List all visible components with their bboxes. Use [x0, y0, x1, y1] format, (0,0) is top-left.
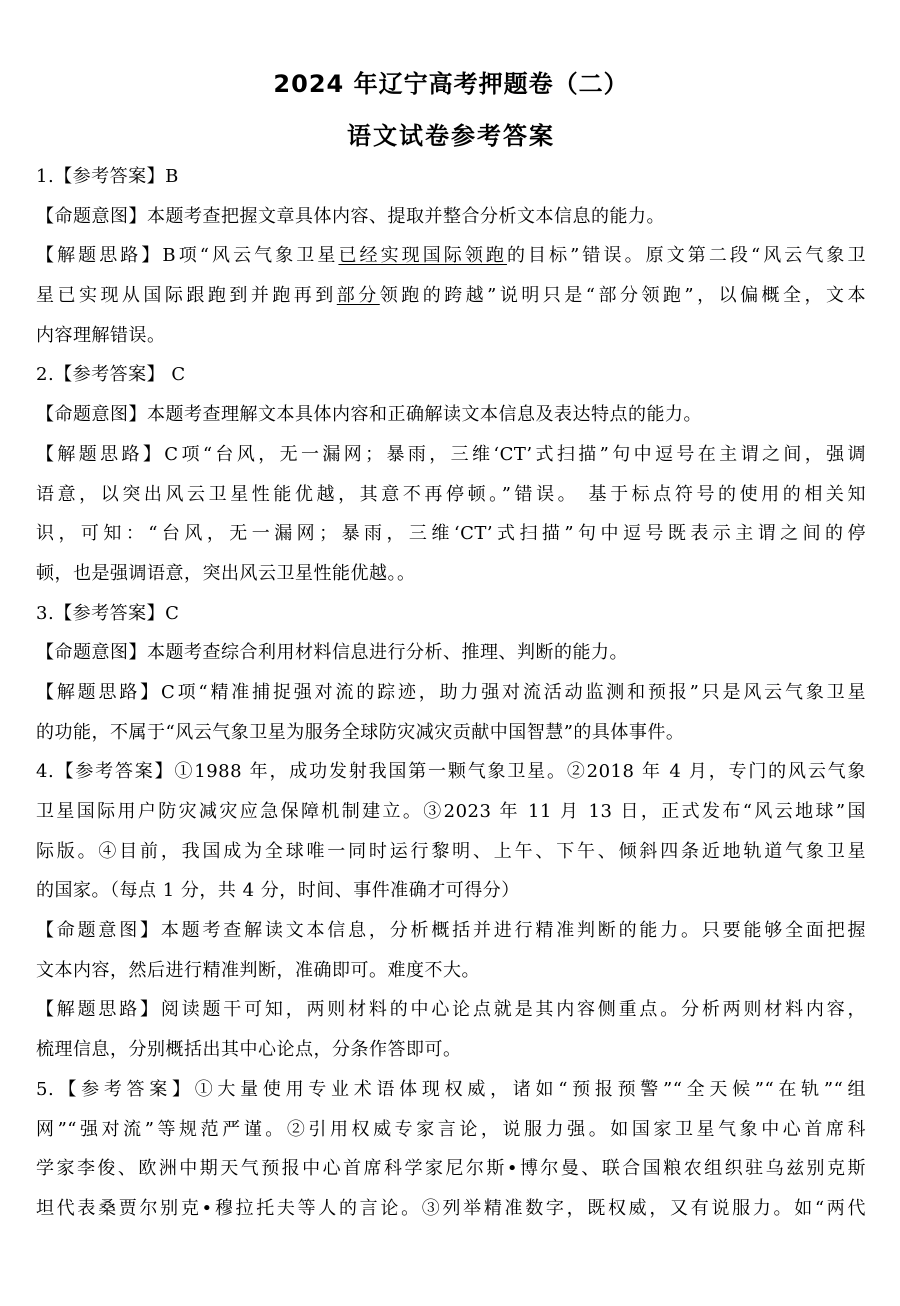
text-line [36, 325, 866, 347]
text-segment: 梳理信息，分别概括出其中心论点，分条作答即可。 [36, 1039, 462, 1061]
text-line [36, 801, 866, 823]
text-segment: 坦代表桑贾尔别克•穆拉托夫等人的言论。③列举精准数字，既权威，又有说服力。如“两代 [36, 1197, 866, 1219]
text-line [36, 484, 866, 506]
text-line [36, 603, 866, 625]
text-segment: 【解题思路】阅读题干可知，两则材料的中心论点就是其内容侧重点。分析两则材料内容， [36, 999, 866, 1021]
text-segment: 星已实现从国际跟跑到并跑再到 [36, 285, 337, 307]
text-line [36, 682, 866, 704]
text-segment: 顿，也是强调语意，突出风云卫星性能优越。。 [36, 562, 416, 584]
text-segment: 【命题意图】本题考查解读文本信息，分析概括并进行精准判断的能力。只要能够全面把握 [36, 920, 866, 942]
text-segment: 【解题思路】C项“精准捕捉强对流的踪迹，助力强对流活动监测和预报”只是风云气象卫星 [36, 681, 866, 703]
text-segment: 学家李俊、欧洲中期天气预报中心首席科学家尼尔斯•博尔曼、联合国粮农组织驻乌兹别克斯 [36, 1158, 866, 1180]
answer-key-title: 语文试卷参考答案 [347, 122, 555, 150]
underlined-text: 部分 [336, 285, 380, 307]
text-line [36, 285, 866, 307]
text-segment: 际版。④目前，我国成为全球唯一同时运行黎明、上午、下午、倾斜四条近地轨道气象卫星 [36, 840, 866, 862]
text-line [36, 1079, 866, 1101]
text-segment: 网”“强对流”等规范严谨。②引用权威专家言论，说服力强。如国家卫星气象中心首席科 [36, 1118, 866, 1140]
text-segment: 1.【参考答案】B [36, 166, 179, 187]
text-line [36, 960, 866, 982]
text-line [36, 1158, 866, 1180]
text-line [36, 642, 866, 664]
text-segment: 【命题意图】本题考查理解文本具体内容和正确解读文本信息及表达特点的能力。 [36, 404, 702, 426]
text-line [36, 1039, 866, 1061]
text-line [36, 404, 866, 426]
text-segment: 识，可知：“台风，无一漏网；暴雨，三维‘CT’式扫描”句中逗号既表示主谓之间的停 [36, 523, 866, 545]
text-segment: 【解题思路】B项“风云气象卫星 [36, 245, 339, 267]
answer-body [36, 166, 866, 1220]
text-segment: 的国家。（每点 1 分，共 4 分，时间、事件准确才可得分） [36, 880, 520, 902]
document-page [36, 66, 866, 1238]
text-line [36, 841, 866, 863]
text-segment: 5.【参考答案】①大量使用专业术语体现权威，诸如“预报预警”“全天候”“在轨”“组 [36, 1078, 866, 1100]
text-line [36, 523, 866, 545]
text-segment: 【命题意图】本题考查综合利用材料信息进行分析、推理、判断的能力。 [36, 642, 628, 664]
text-segment: 【命题意图】本题考查把握文章具体内容、提取并整合分析文本信息的能力。 [36, 205, 665, 227]
underlined-text: 已经实现国际领跑 [338, 245, 507, 267]
text-segment: 卫星国际用户防灾减灾应急保障机制建立。③2023 年 11 月 13 日，正式发布“风云地球”国 [36, 801, 866, 822]
text-line [36, 563, 866, 585]
text-segment: 的功能，不属于“风云气象卫星为服务全球防灾减灾贡献中国智慧”的具体事件。 [36, 721, 685, 743]
text-line [36, 166, 866, 188]
text-segment: 【解题思路】C项“台风，无一漏网；暴雨，三维‘CT’式扫描”句中逗号在主谓之间，强调 [36, 443, 866, 465]
text-line [36, 444, 866, 466]
text-line [36, 1198, 866, 1220]
text-segment: 3.【参考答案】C [36, 602, 180, 624]
text-line [36, 880, 866, 902]
text-line [36, 761, 866, 783]
text-segment: 4.【参考答案】①1988 年，成功发射我国第一颗气象卫星。②2018 年 4 月，专门的风云气象 [36, 761, 866, 783]
text-segment: 文本内容，然后进行精准判断，准确即可。难度不大。 [36, 959, 480, 981]
text-line [36, 920, 866, 942]
exam-title: 2024 年辽宁高考押题卷（二） [273, 70, 629, 98]
text-segment: 语意，以突出风云卫星性能优越，其意不再停顿。”错误。 基于标点符号的使用的相关知 [36, 483, 866, 505]
text-line [36, 206, 866, 228]
text-segment: 2.【参考答案】 C [36, 364, 186, 386]
text-segment: 内容理解错误。 [36, 324, 166, 346]
text-line [36, 999, 866, 1021]
text-segment: 领跑的跨越”说明只是“部分领跑”，以偏概全，文本 [379, 285, 866, 307]
text-segment: 的目标”错误。原文第二段“风云气象卫 [506, 245, 867, 267]
text-line [36, 364, 866, 386]
text-line [36, 245, 866, 267]
text-line [36, 1119, 866, 1141]
text-line [36, 722, 866, 744]
